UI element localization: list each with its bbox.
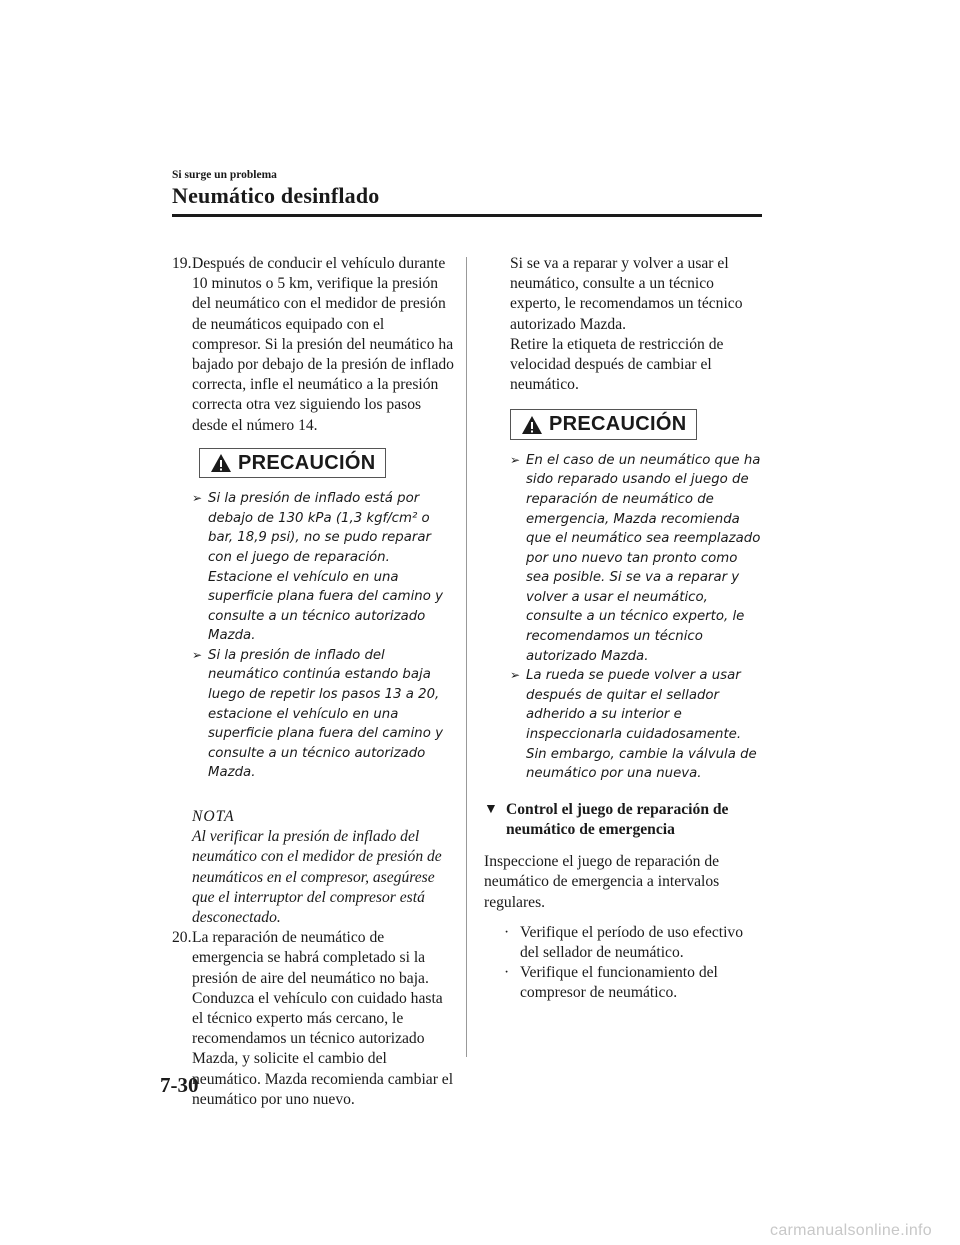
caution-header bbox=[199, 448, 454, 479]
caution-item: ➢ Si la presión de inflado está por debajo de 130 kPa (1,3 kgf/cm² o bar, 18,9 psi), no se pudo reparar con el juego de reparación. Estacione el vehículo en una superficie plana fuera del camino y consulte a un técnico autorizado Mazda. bbox=[192, 491, 443, 644]
caution-label: PRECAUCIÓN bbox=[549, 413, 687, 436]
arrow-icon: ➢ bbox=[510, 452, 521, 467]
nota-text: Al verificar la presión de inflado del neumático con el medidor de presión de neumáticos en el compresor, asegúrese que el interruptor del compresor está desconectado. bbox=[192, 828, 442, 927]
arrow-icon: ➢ bbox=[192, 491, 203, 506]
nota-label: NOTA bbox=[192, 808, 235, 826]
list-item: · Verifique el funcionamiento del compresor de neumático. bbox=[504, 964, 718, 1002]
warning-icon bbox=[210, 453, 232, 473]
caution-item: ➢ Si la presión de inflado del neumático continúa estando baja luego de repetir los pasos 13 a 20, estacione el vehículo en una superficie plana fuera del camino y consulte a un técnico autorizado Mazda. bbox=[192, 647, 443, 781]
paragraph: Retire la etiqueta de restricción de velocidad después de cambiar el neumático. bbox=[510, 335, 724, 394]
caution-label: PRECAUCIÓN bbox=[238, 451, 376, 474]
arrow-icon: ➢ bbox=[510, 668, 521, 683]
bullet-icon: · bbox=[504, 923, 510, 941]
step-19 bbox=[172, 254, 454, 436]
caution-box bbox=[199, 448, 386, 478]
caution-item: ➢ En el caso de un neumático que ha sido reparado usando el juego de reparación de neumático de emergencia, Mazda recomienda que el neumático sea reemplazado por uno nuevo tan pronto como sea posible. Si se va a reparar y volver a usar el neumático, consulte a un técnico experto, le recomendamos un técnico autorizado Mazda. bbox=[510, 452, 761, 664]
step-number: 19. bbox=[172, 255, 192, 272]
title-rule bbox=[172, 214, 762, 217]
intro-paragraph: Inspeccione el juego de reparación de neumático de emergencia a intervalos regulares. bbox=[484, 853, 720, 911]
page-number: 7-30 bbox=[160, 1073, 199, 1097]
arrow-icon: ➢ bbox=[192, 647, 203, 662]
step-20 bbox=[172, 928, 454, 1110]
watermark: carmanualsonline.info bbox=[770, 1222, 932, 1239]
page-title: Neumático desinflado bbox=[172, 183, 380, 208]
warning-icon bbox=[521, 415, 543, 435]
step-text: Después de conducir el vehículo durante 10 minutos o 5 km, verifique la presión del neumático con el medidor de presión de neumáticos equipado con el compresor. Si la presión del neumático ha bajado por debajo de la presión de inflado correcta, infle el neumático a la presión correcta otra vez siguiendo los pasos desde el número 14. bbox=[192, 255, 454, 434]
bullet-list bbox=[484, 923, 764, 1004]
column-divider bbox=[466, 257, 467, 1057]
step-text: La reparación de neumático de emergencia se habrá completado si la presión de aire del neumático no baja. Conduzca el vehículo con cuidado hasta el técnico experto más cercano, le recomendamos un técnico autorizado Mazda, y solicite el cambio del neumático. Mazda recomienda cambiar el neumático por uno nuevo. bbox=[192, 929, 454, 1108]
caution-header bbox=[510, 409, 764, 440]
caution-list bbox=[192, 489, 454, 783]
right-column bbox=[484, 254, 764, 1004]
nota-block bbox=[192, 807, 454, 928]
caution-list bbox=[510, 451, 764, 784]
triangle-down-icon: ▼ bbox=[484, 801, 498, 817]
list-item: · Verifique el período de uso efectivo del sellador de neumático. bbox=[504, 923, 743, 962]
caution-item: ➢ La rueda se puede volver a usar después de quitar el sellador adherido a su interior e inspeccionarla cuidadosamente. Sin embargo, cambie la válvula de neumático por una nueva. bbox=[510, 668, 757, 782]
bullet-icon: · bbox=[504, 964, 510, 982]
caution-box bbox=[510, 409, 697, 439]
step-number: 20. bbox=[172, 929, 192, 947]
section-label: Si surge un problema bbox=[172, 169, 277, 181]
paragraph: Si se va a reparar y volver a usar el neumático, consulte a un técnico experto, le recomendamos un técnico autorizado Mazda. bbox=[510, 255, 743, 333]
subheading: ▼ Control el juego de reparación de neumático de emergencia bbox=[484, 800, 729, 839]
left-column bbox=[172, 254, 454, 1110]
